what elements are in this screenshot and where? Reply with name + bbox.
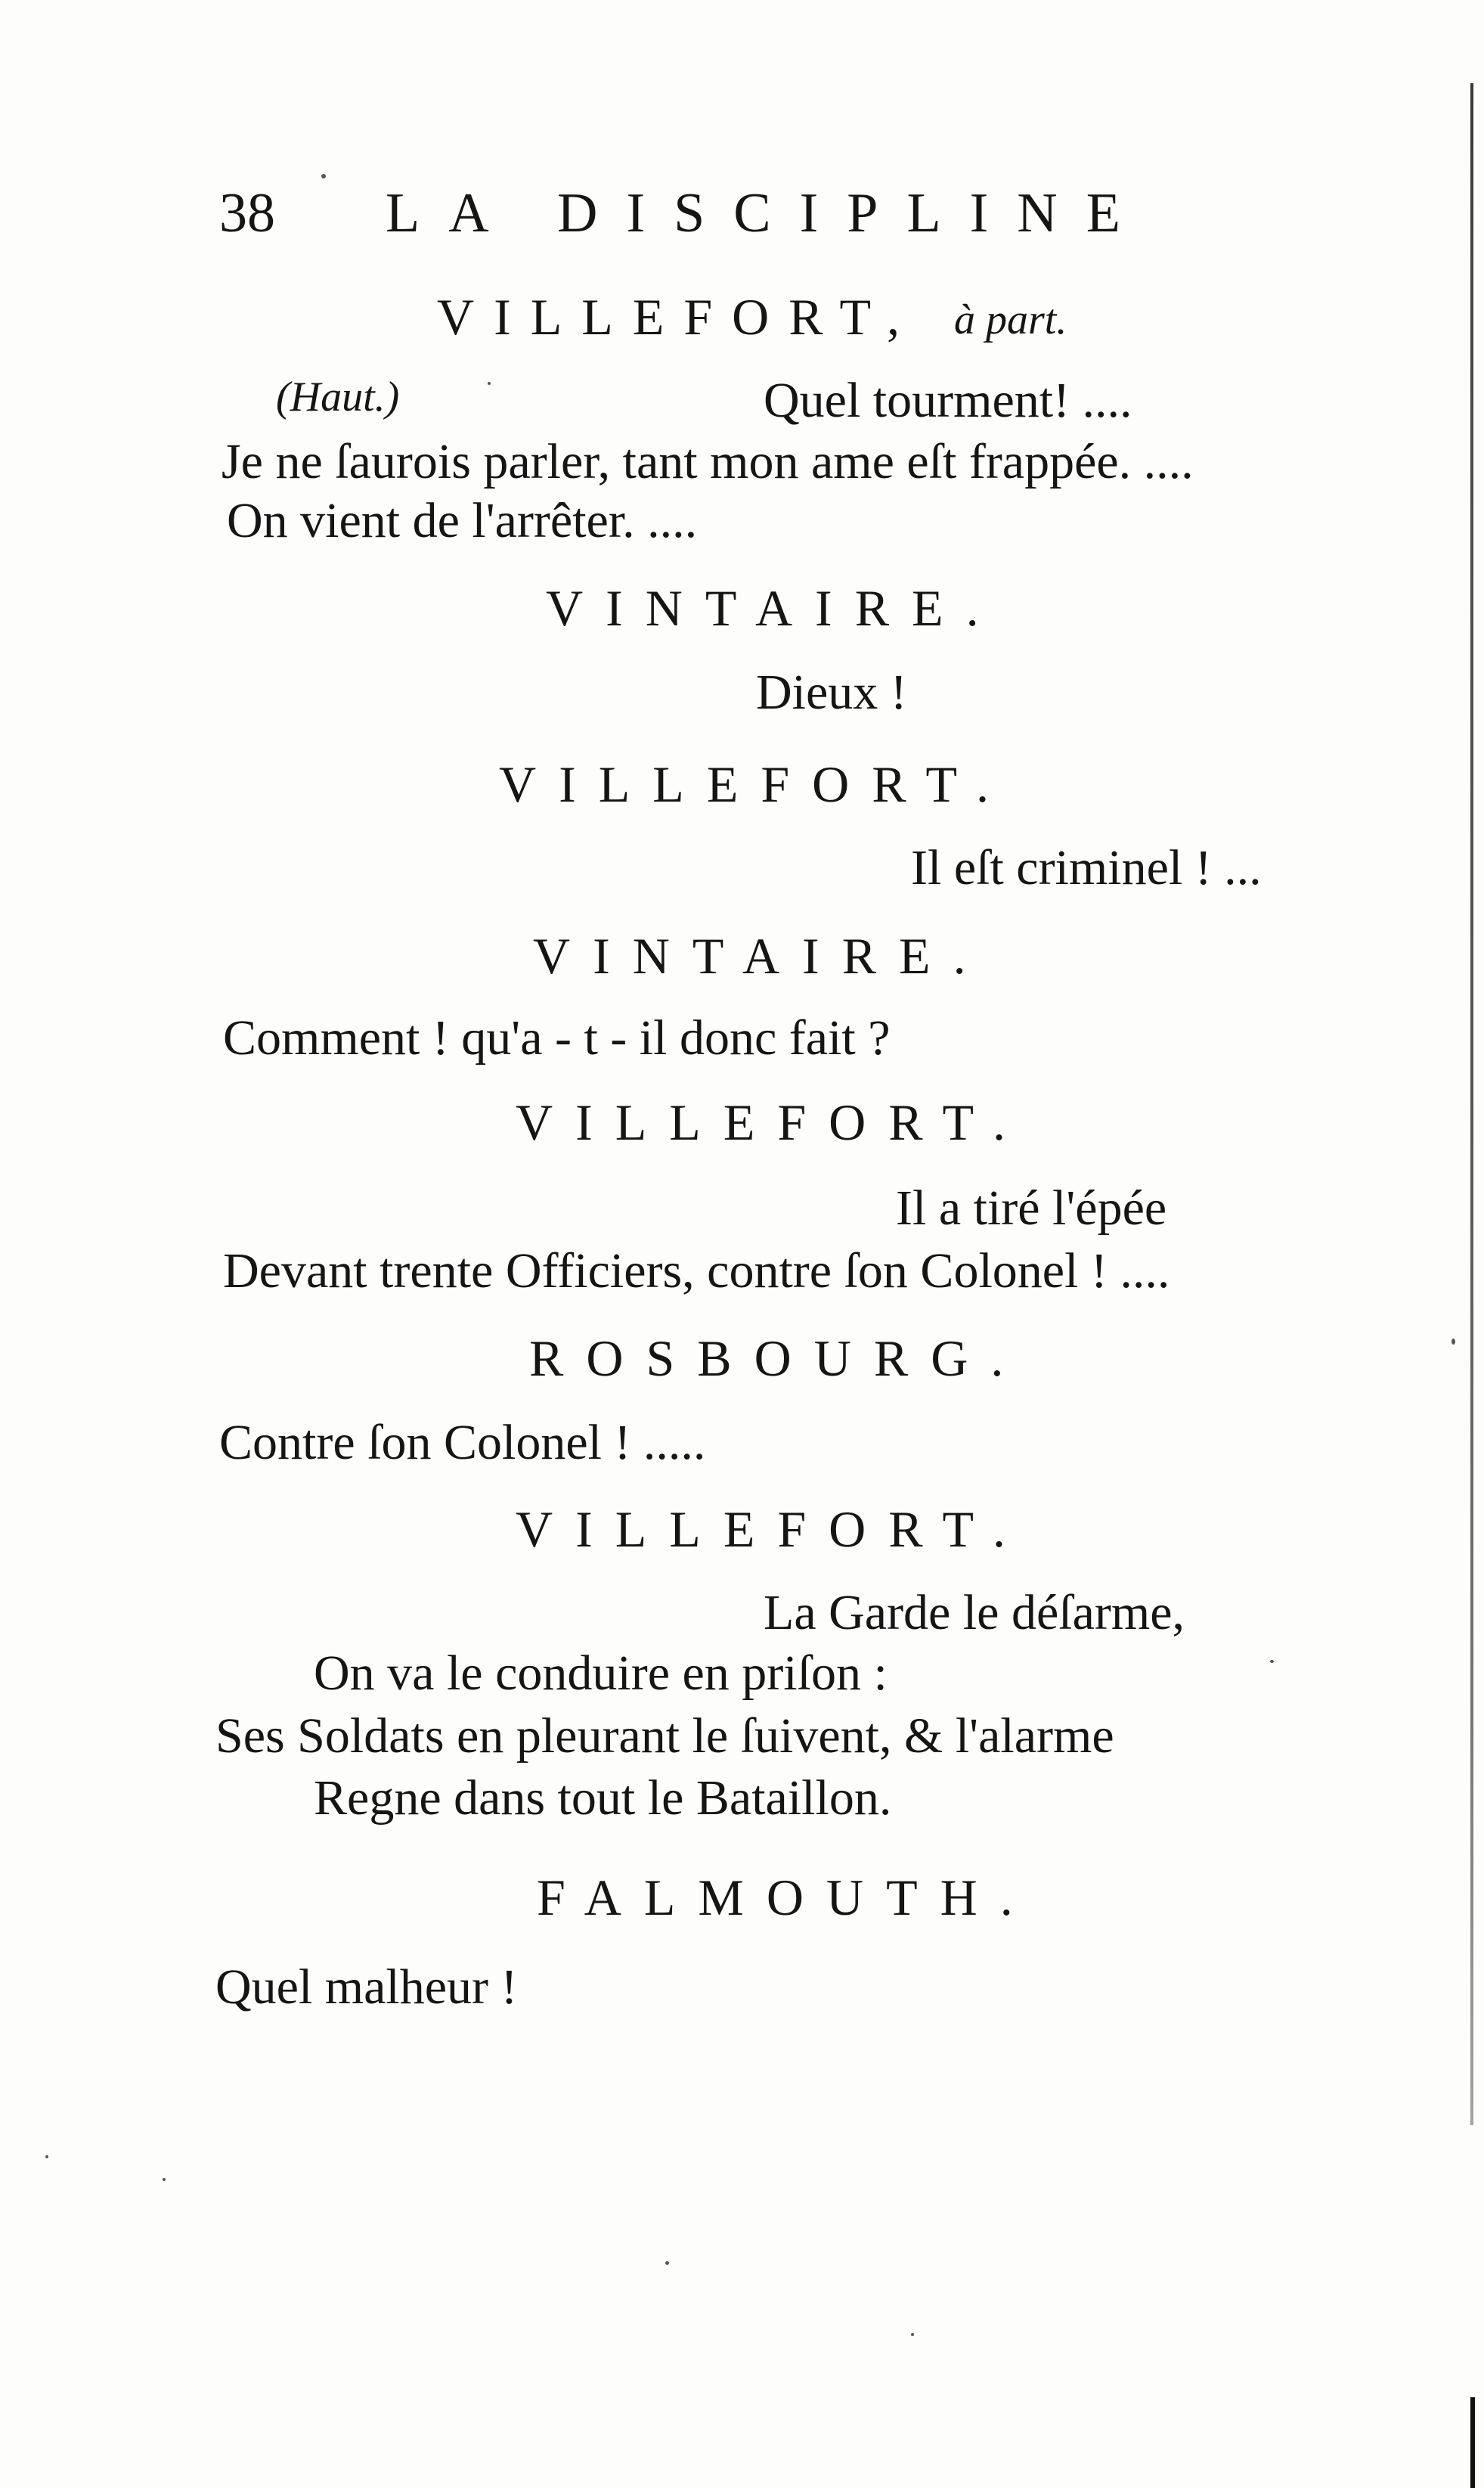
paper-speck: [1270, 1660, 1274, 1663]
verse-line: On vient de l'arrêter. ....: [227, 493, 698, 548]
verse-line: La Garde le déſarme,: [764, 1585, 1185, 1640]
speaker-name: ROSBOURG.: [529, 1329, 1027, 1387]
speaker-name: VINTAIRE.: [546, 579, 1002, 637]
verse-line: Il a tiré l'épée: [896, 1180, 1167, 1236]
verse-line: Contre ſon Colonel ! .....: [219, 1415, 706, 1470]
page-edge-mark: [1470, 2397, 1475, 2488]
paper-speck: [488, 382, 491, 385]
verse-line: Je ne ſaurois parler, tant mon ame eſt frappée. ....: [222, 434, 1194, 489]
verse-line: Il eſt criminel ! ...: [911, 840, 1262, 895]
speaker-name: VILLEFORT.: [516, 1500, 1029, 1558]
speaker-name: FALMOUTH.: [537, 1869, 1036, 1926]
verse-line: Comment ! qu'a - t - il donc fait ?: [223, 1010, 891, 1066]
speaker-name: VILLEFORT.: [499, 755, 1012, 813]
paper-speck: [1451, 1339, 1455, 1345]
paper-speck: [321, 174, 326, 178]
speaker-name: VILLEFORT.: [516, 1094, 1029, 1151]
verse-line: Dieux !: [756, 665, 907, 720]
verse-line: On va le conduire en priſon :: [314, 1646, 888, 1701]
speaker-name: VINTAIRE.: [533, 927, 989, 985]
paper-speck: [163, 2178, 166, 2181]
paper-speck: [911, 2333, 914, 2336]
stage-direction: à part.: [954, 296, 1067, 343]
page-number: 38: [219, 182, 275, 244]
verse-line: Devant trente Officiers, contre ſon Colonel ! ....: [223, 1243, 1170, 1298]
paper-speck: [45, 2155, 48, 2158]
running-title: LA DISCIPLINE: [386, 182, 1149, 244]
verse-line: Ses Soldats en pleurant le ſuivent, & l'alarme: [215, 1708, 1114, 1764]
page-edge-shadow: [1470, 83, 1473, 2125]
stage-direction: (Haut.): [276, 374, 400, 420]
verse-line: Quel tourment! ....: [764, 373, 1132, 428]
paper-speck: [665, 2261, 669, 2265]
verse-line: Regne dans tout le Bataillon.: [314, 1770, 892, 1826]
verse-line: Quel malheur !: [215, 1959, 518, 2015]
speaker-name: VILLEFORT,: [437, 288, 920, 346]
